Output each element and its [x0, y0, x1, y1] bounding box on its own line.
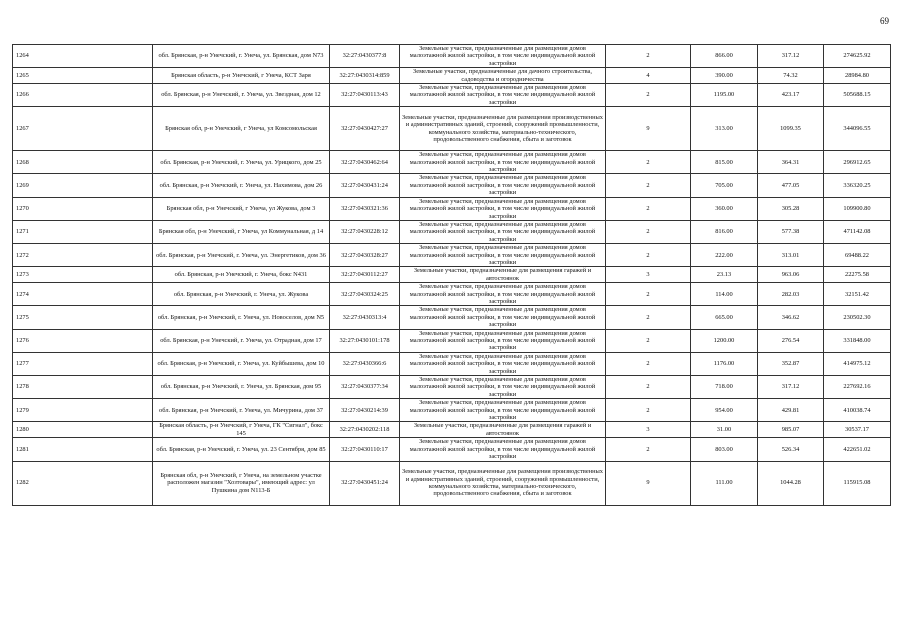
address-cell: обл. Брянская, р-н Унечский, г. Унеча, ул. Урицкого, дом 25 [153, 151, 330, 174]
usage-group-cell: 2 [606, 151, 691, 174]
cadastral-value-cell: 230502.30 [824, 306, 891, 329]
row-number-cell: 1271 [13, 220, 153, 243]
usage-group-cell: 4 [606, 68, 691, 84]
table-row [13, 220, 891, 243]
land-use-cell: Земельные участки, предназначенные для размещения домов малоэтажной жилой застройки, в том числе индивидуальной жилой застройки [400, 438, 606, 461]
address-cell: обл. Брянская, р-н Унечский, г. Унеча, ул. Жукова [153, 283, 330, 306]
row-number-cell: 1280 [13, 422, 153, 438]
usage-group-cell: 2 [606, 376, 691, 399]
usage-group-cell: 2 [606, 84, 691, 107]
specific-value-cell: 423.17 [758, 84, 824, 107]
cadastral-value-cell: 336320.25 [824, 174, 891, 197]
table-row [13, 438, 891, 461]
table-row [13, 84, 891, 107]
row-number-cell: 1268 [13, 151, 153, 174]
land-use-cell: Земельные участки, предназначенные для размещения домов малоэтажной жилой застройки, в том числе индивидуальной жилой застройки [400, 84, 606, 107]
area-cell: 23.13 [691, 267, 758, 283]
table-row [13, 174, 891, 197]
row-number-cell: 1279 [13, 399, 153, 422]
address-cell: обл. Брянская, р-н Унечский, г. Унеча, ул. Брянская, дом N73 [153, 45, 330, 68]
cadastral-number-cell: 32:27:0430462:64 [330, 151, 400, 174]
cadastral-value-cell: 227692.16 [824, 376, 891, 399]
usage-group-cell: 2 [606, 283, 691, 306]
cadastral-number-cell: 32:27:0430101:178 [330, 329, 400, 352]
cadastral-number-cell: 32:27:0430427:27 [330, 107, 400, 151]
row-number-cell: 1265 [13, 68, 153, 84]
area-cell: 114.00 [691, 283, 758, 306]
land-use-cell: Земельные участки, предназначенные для размещения домов малоэтажной жилой застройки, в том числе индивидуальной жилой застройки [400, 352, 606, 375]
table-body [13, 45, 891, 506]
cadastral-number-cell: 32:27:0430431:24 [330, 174, 400, 197]
table-row [13, 267, 891, 283]
usage-group-cell: 2 [606, 329, 691, 352]
cadastral-value-cell: 22275.58 [824, 267, 891, 283]
land-use-cell: Земельные участки, предназначенные для размещения домов малоэтажной жилой застройки, в том числе индивидуальной жилой застройки [400, 174, 606, 197]
address-cell: обл. Брянская, р-н Унечский, г. Унеча, ул. Мичурина, дом 37 [153, 399, 330, 422]
cadastral-number-cell: 32:27:0430377:34 [330, 376, 400, 399]
row-number-cell: 1282 [13, 461, 153, 505]
address-cell: Брянская обл, р-н Унечский, г Унеча, на земельном участке расположен магазин "Хозтовары", имеющий адрес: ул Пушкина дом N113-Б [153, 461, 330, 505]
row-number-cell: 1274 [13, 283, 153, 306]
area-cell: 705.00 [691, 174, 758, 197]
table-row [13, 422, 891, 438]
specific-value-cell: 74.32 [758, 68, 824, 84]
address-cell: Брянская обл, р-н Унечский, г Унеча, ул Жукова, дом 3 [153, 197, 330, 220]
land-use-cell: Земельные участки, предназначенные для размещения гаражей и автостоянок [400, 422, 606, 438]
area-cell: 665.00 [691, 306, 758, 329]
cadastral-number-cell: 32:27:0430112:27 [330, 267, 400, 283]
cadastral-value-cell: 69488.22 [824, 244, 891, 267]
cadastral-number-cell: 32:27:0430214:39 [330, 399, 400, 422]
cadastral-number-cell: 32:27:0430377:8 [330, 45, 400, 68]
address-cell: обл. Брянская, р-н Унечский, г. Унеча, ул. 23 Сентября, дом 85 [153, 438, 330, 461]
usage-group-cell: 2 [606, 220, 691, 243]
cadastral-value-cell: 296912.65 [824, 151, 891, 174]
specific-value-cell: 1044.28 [758, 461, 824, 505]
table-row [13, 45, 891, 68]
row-number-cell: 1276 [13, 329, 153, 352]
table-row [13, 283, 891, 306]
cadastral-value-cell: 115915.08 [824, 461, 891, 505]
area-cell: 816.00 [691, 220, 758, 243]
area-cell: 718.00 [691, 376, 758, 399]
area-cell: 222.00 [691, 244, 758, 267]
address-cell: обл. Брянская, р-н Унечский, г. Унеча, ул. Нахимова, дом 26 [153, 174, 330, 197]
address-cell: обл. Брянская, р-н Унечский, г. Унеча, ул. Новоселов, дом N5 [153, 306, 330, 329]
cadastral-value-cell: 344096.55 [824, 107, 891, 151]
specific-value-cell: 313.01 [758, 244, 824, 267]
specific-value-cell: 1099.35 [758, 107, 824, 151]
cadastral-value-cell: 109900.80 [824, 197, 891, 220]
cadastral-number-cell: 32:27:0430314:859 [330, 68, 400, 84]
address-cell: обл. Брянская, р-н Унечский, г. Унеча, ул. Энергетиков, дом 36 [153, 244, 330, 267]
land-use-cell: Земельные участки, предназначенные для размещения домов малоэтажной жилой застройки, в том числе индивидуальной жилой застройки [400, 283, 606, 306]
land-use-cell: Земельные участки, предназначенные для размещения домов малоэтажной жилой застройки, в том числе индивидуальной жилой застройки [400, 197, 606, 220]
area-cell: 815.00 [691, 151, 758, 174]
cadastral-value-cell: 28984.80 [824, 68, 891, 84]
row-number-cell: 1264 [13, 45, 153, 68]
cadastral-table-container [12, 44, 891, 506]
row-number-cell: 1266 [13, 84, 153, 107]
land-use-cell: Земельные участки, предназначенные для размещения гаражей и автостоянок [400, 267, 606, 283]
usage-group-cell: 2 [606, 174, 691, 197]
usage-group-cell: 2 [606, 45, 691, 68]
area-cell: 313.00 [691, 107, 758, 151]
address-cell: обл. Брянская, р-н Унечский, г. Унеча, бокс N431 [153, 267, 330, 283]
cadastral-number-cell: 32:27:0430366:6 [330, 352, 400, 375]
address-cell: Брянская область, р-н Унечский, г Унеча, КСТ Заря [153, 68, 330, 84]
table-row [13, 306, 891, 329]
cadastral-number-cell: 32:27:0430313:4 [330, 306, 400, 329]
usage-group-cell: 2 [606, 399, 691, 422]
usage-group-cell: 2 [606, 306, 691, 329]
row-number-cell: 1277 [13, 352, 153, 375]
specific-value-cell: 346.62 [758, 306, 824, 329]
usage-group-cell: 9 [606, 461, 691, 505]
page-number: 69 [880, 16, 889, 26]
cadastral-value-cell: 30537.17 [824, 422, 891, 438]
area-cell: 1200.00 [691, 329, 758, 352]
specific-value-cell: 305.28 [758, 197, 824, 220]
specific-value-cell: 429.81 [758, 399, 824, 422]
area-cell: 360.00 [691, 197, 758, 220]
table-row [13, 244, 891, 267]
cadastral-value-cell: 422651.02 [824, 438, 891, 461]
land-use-cell: Земельные участки, предназначенные для размещения домов малоэтажной жилой застройки, в том числе индивидуальной жилой застройки [400, 244, 606, 267]
specific-value-cell: 352.87 [758, 352, 824, 375]
land-use-cell: Земельные участки, предназначенные для размещения домов малоэтажной жилой застройки, в том числе индивидуальной жилой застройки [400, 306, 606, 329]
specific-value-cell: 985.07 [758, 422, 824, 438]
row-number-cell: 1270 [13, 197, 153, 220]
address-cell: Брянская обл, р-н Унечский, г Унеча, ул Коммунальная, д 14 [153, 220, 330, 243]
row-number-cell: 1272 [13, 244, 153, 267]
usage-group-cell: 3 [606, 422, 691, 438]
usage-group-cell: 2 [606, 352, 691, 375]
address-cell: обл. Брянская, р-н Унечский, г. Унеча, ул. Отрадная, дом 17 [153, 329, 330, 352]
row-number-cell: 1269 [13, 174, 153, 197]
table-row [13, 151, 891, 174]
area-cell: 31.00 [691, 422, 758, 438]
cadastral-value-cell: 505688.15 [824, 84, 891, 107]
land-use-cell: Земельные участки, предназначенные для размещения производственных и административных зданий, строений, сооружений промышленности, коммунального хозяйства, материально-технического, продовольственного снабжения, сбыта и заготовок [400, 107, 606, 151]
row-number-cell: 1267 [13, 107, 153, 151]
cadastral-number-cell: 32:27:0430324:25 [330, 283, 400, 306]
cadastral-number-cell: 32:27:0430451:24 [330, 461, 400, 505]
row-number-cell: 1275 [13, 306, 153, 329]
address-cell: обл. Брянская, р-н Унечский, г. Унеча, ул. Куйбышева, дом 10 [153, 352, 330, 375]
land-use-cell: Земельные участки, предназначенные для дачного строительства, садоводства и огородничества [400, 68, 606, 84]
cadastral-value-cell: 471142.08 [824, 220, 891, 243]
usage-group-cell: 3 [606, 267, 691, 283]
area-cell: 1176.00 [691, 352, 758, 375]
cadastral-value-cell: 414975.12 [824, 352, 891, 375]
usage-group-cell: 2 [606, 438, 691, 461]
row-number-cell: 1273 [13, 267, 153, 283]
specific-value-cell: 276.54 [758, 329, 824, 352]
address-cell: обл. Брянская, р-н Унечский, г. Унеча, ул. Звездная, дом 12 [153, 84, 330, 107]
table-row [13, 197, 891, 220]
usage-group-cell: 9 [606, 107, 691, 151]
usage-group-cell: 2 [606, 244, 691, 267]
specific-value-cell: 282.03 [758, 283, 824, 306]
table-row [13, 107, 891, 151]
land-use-cell: Земельные участки, предназначенные для размещения домов малоэтажной жилой застройки, в том числе индивидуальной жилой застройки [400, 329, 606, 352]
cadastral-value-cell: 32151.42 [824, 283, 891, 306]
cadastral-value-cell: 410038.74 [824, 399, 891, 422]
area-cell: 866.00 [691, 45, 758, 68]
area-cell: 111.00 [691, 461, 758, 505]
cadastral-value-table [12, 44, 891, 506]
cadastral-number-cell: 32:27:0430110:17 [330, 438, 400, 461]
area-cell: 390.00 [691, 68, 758, 84]
specific-value-cell: 577.38 [758, 220, 824, 243]
area-cell: 1195.00 [691, 84, 758, 107]
table-row [13, 461, 891, 505]
address-cell: Брянская область, р-н Унечский, г Унеча, ГК "Сигнал", бокс 145 [153, 422, 330, 438]
land-use-cell: Земельные участки, предназначенные для размещения производственных и административных зданий, строений, сооружений промышленности, коммунального хозяйства, материально-технического, продовольственного снабжения, сбыта и заготовок [400, 461, 606, 505]
cadastral-value-cell: 274625.92 [824, 45, 891, 68]
table-row [13, 352, 891, 375]
address-cell: Брянская обл, р-н Унечский, г Унеча, ул Комсомольская [153, 107, 330, 151]
table-row [13, 68, 891, 84]
area-cell: 954.00 [691, 399, 758, 422]
specific-value-cell: 963.06 [758, 267, 824, 283]
usage-group-cell: 2 [606, 197, 691, 220]
cadastral-number-cell: 32:27:0430328:27 [330, 244, 400, 267]
table-row [13, 399, 891, 422]
cadastral-number-cell: 32:27:0430202:118 [330, 422, 400, 438]
land-use-cell: Земельные участки, предназначенные для размещения домов малоэтажной жилой застройки, в том числе индивидуальной жилой застройки [400, 376, 606, 399]
land-use-cell: Земельные участки, предназначенные для размещения домов малоэтажной жилой застройки, в том числе индивидуальной жилой застройки [400, 45, 606, 68]
table-row [13, 329, 891, 352]
cadastral-number-cell: 32:27:0430113:43 [330, 84, 400, 107]
cadastral-value-cell: 331848.00 [824, 329, 891, 352]
specific-value-cell: 364.31 [758, 151, 824, 174]
row-number-cell: 1281 [13, 438, 153, 461]
specific-value-cell: 477.05 [758, 174, 824, 197]
specific-value-cell: 526.34 [758, 438, 824, 461]
specific-value-cell: 317.12 [758, 45, 824, 68]
row-number-cell: 1278 [13, 376, 153, 399]
area-cell: 803.00 [691, 438, 758, 461]
land-use-cell: Земельные участки, предназначенные для размещения домов малоэтажной жилой застройки, в том числе индивидуальной жилой застройки [400, 399, 606, 422]
land-use-cell: Земельные участки, предназначенные для размещения домов малоэтажной жилой застройки, в том числе индивидуальной жилой застройки [400, 220, 606, 243]
table-row [13, 376, 891, 399]
land-use-cell: Земельные участки, предназначенные для размещения домов малоэтажной жилой застройки, в том числе индивидуальной жилой застройки [400, 151, 606, 174]
cadastral-number-cell: 32:27:0430228:12 [330, 220, 400, 243]
specific-value-cell: 317.12 [758, 376, 824, 399]
address-cell: обл. Брянская, р-н Унечский, г. Унеча, ул. Брянская, дом 95 [153, 376, 330, 399]
cadastral-number-cell: 32:27:0430321:36 [330, 197, 400, 220]
